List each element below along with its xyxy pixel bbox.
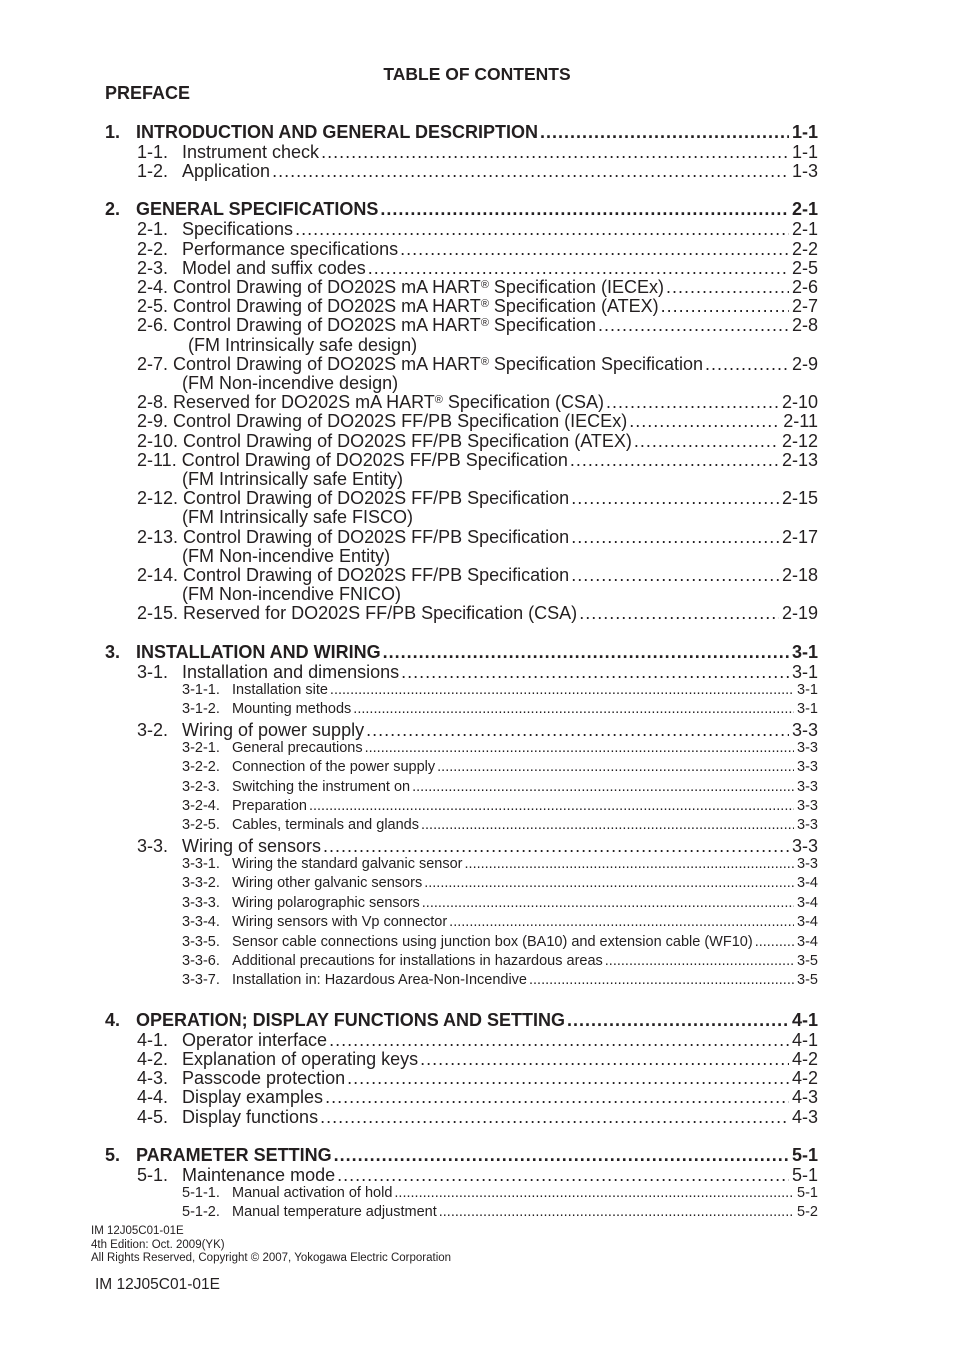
dot-leader [330,682,794,699]
subsection-entry-title: Installation site [232,681,328,698]
section-entry-title: 2-10. Control Drawing of DO202S FF/PB Specification (ATEX) [137,430,632,451]
section-entry-continuation: (FM Intrinsically safe FISCO) [182,507,414,528]
dot-leader [383,642,789,662]
section-entry-title: 2-4. Control Drawing of DO202S mA HART® Specification (IECEx) [137,277,664,297]
subsection-entry-title: Wiring other galvanic sensors [232,875,423,892]
subsection-entry-page: 3-3 [797,856,818,872]
dot-leader [449,914,794,931]
subsection-entry-number: 3-3-7. [182,972,220,989]
subsection-entry [182,798,818,815]
section-entry-continuation: (FM Intrinsically safe design) [188,334,418,355]
section-entry-title: Installation and dimensions [182,661,400,682]
subsection-entry-title: Manual temperature adjustment [232,1204,437,1221]
section-entry-title: Specifications [182,219,294,240]
chapter-entry-page: 2-1 [791,199,818,220]
section-entry-number: 1-2. [137,161,169,182]
section-entry-title: 2-9. Control Drawing of DO202S FF/PB Specification (IECEx) [137,411,628,432]
section-entry-number: 3-1. [137,661,169,682]
section-entry-number: 4-1. [137,1029,169,1050]
section-entry-title: Wiring of sensors [182,835,322,856]
dot-leader [529,972,794,989]
dot-leader [634,431,779,451]
section-entry-number: 4-2. [137,1049,169,1069]
dot-leader [401,662,789,682]
subsection-entry [182,1185,818,1202]
subsection-entry-title: Switching the instrument on [232,778,411,795]
footer-edition: 4th Edition: Oct. 2009(YK) [91,1238,225,1251]
section-entry-page: 2-18 [781,565,818,585]
section-entry-number: 4-3. [137,1068,169,1089]
section-entry-title: Display examples [182,1087,324,1108]
section-entry-page: 4-1 [791,1029,818,1050]
dot-leader [424,875,794,892]
dot-leader [412,779,794,796]
section-entry [137,239,818,259]
subsection-entry-title: Installation in: Hazardous Area-Non-Incendive [232,972,527,989]
chapter-entry [105,1145,818,1165]
section-entry [137,1068,818,1088]
subsection-entry [182,817,818,834]
section-entry-page: 1-3 [791,161,818,182]
subsection-entry [182,682,818,699]
subsection-entry-number: 5-1-1. [182,1185,220,1201]
section-entry-page: 4-3 [791,1087,818,1108]
chapter-entry-number: 1. [105,122,121,142]
subsection-entry [182,895,818,912]
section-entry [137,142,818,162]
section-entry-number: 4-4. [137,1087,169,1108]
section-entry-page: 2-5 [791,257,818,278]
subsection-entry-title: Manual activation of hold [232,1185,393,1201]
section-entry-page: 2-7 [791,296,818,317]
subsection-entry-page: 3-3 [797,739,818,756]
dot-leader [571,565,779,585]
section-entry [137,1087,818,1107]
chapter-entry-title: INTRODUCTION AND GENERAL DESCRIPTION [136,122,539,142]
section-entry-page: 3-3 [791,835,818,856]
section-entry-page: 2-8 [791,315,818,336]
subsection-entry-number: 3-2-2. [182,759,220,776]
section-entry-page: 2-2 [791,238,818,259]
section-entry [137,219,818,239]
subsection-entry-number: 3-3-2. [182,875,220,892]
section-entry [137,296,818,316]
subsection-entry-page: 3-5 [797,972,818,989]
section-entry [137,488,818,508]
section-entry [137,565,818,585]
section-entry-page: 1-1 [791,142,818,162]
subsection-entry [182,914,818,931]
subsection-entry-page: 3-1 [797,681,818,698]
subsection-entry-page: 3-5 [797,953,818,969]
subsection-entry-number: 3-2-4. [182,798,220,814]
section-entry-page: 4-3 [791,1106,818,1127]
section-entry-continuation: (FM Non-incendive FNICO) [182,584,402,605]
subsection-entry-number: 3-3-3. [182,894,220,911]
section-entry-page: 4-2 [791,1049,818,1069]
chapter-entry-number: 5. [105,1144,121,1165]
section-entry-title: Display functions [182,1106,319,1127]
dot-leader [323,836,789,856]
dot-leader [629,411,780,431]
dot-leader [540,122,789,142]
section-entry-page: 4-2 [791,1068,818,1089]
section-entry-title: 2-7. Control Drawing of DO202S mA HART® Specification Specification [137,353,704,374]
subsection-entry-number: 3-3-6. [182,953,220,969]
subsection-entry-number: 3-3-1. [182,856,220,872]
section-entry-page: 2-6 [791,277,818,297]
dot-leader [421,817,794,834]
subsection-entry [182,856,818,873]
section-entry-page: 2-10 [781,392,818,413]
subsection-entry-number: 3-3-5. [182,933,220,950]
chapter-entry [105,1010,818,1030]
section-entry-page: 2-12 [781,430,818,451]
section-entry-number: 2-3. [137,257,169,278]
chapter-entry-title: GENERAL SPECIFICATIONS [136,199,379,220]
section-entry [137,662,818,682]
section-entry-page: 2-1 [791,219,818,240]
subsection-entry-title: Preparation [232,798,307,814]
subsection-entry-number: 3-1-1. [182,681,220,698]
section-entry-title: Model and suffix codes [182,257,366,278]
dot-leader [439,1204,794,1221]
subsection-entry [182,759,818,776]
section-entry [137,1107,818,1127]
section-entry [137,527,818,547]
section-entry [137,431,818,451]
subsection-entry [182,701,818,718]
subsection-entry-page: 3-3 [797,798,818,814]
section-entry [137,450,818,470]
subsection-entry-title: Cables, terminals and glands [232,817,419,834]
chapter-entry-page: 4-1 [791,1009,818,1030]
section-entry-number: 5-1. [137,1164,169,1185]
subsection-entry-page: 3-3 [797,817,818,834]
section-entry-title: 2-14. Control Drawing of DO202S FF/PB Specification [137,565,570,585]
dot-leader [420,1049,789,1069]
dot-leader [567,1010,789,1030]
dot-leader [337,1165,789,1185]
section-entry-continuation: (FM Non-incendive Entity) [182,545,391,566]
section-entry-page: 2-15 [781,488,818,509]
preface-heading: PREFACE [105,83,191,103]
section-entry-number: 2-1. [137,219,169,240]
section-entry-title: Maintenance mode [182,1164,336,1185]
dot-leader [661,296,789,316]
dot-leader [666,277,789,297]
dot-leader [605,953,794,970]
subsection-entry-number: 3-3-4. [182,914,220,931]
subsection-entry-number: 3-2-1. [182,739,220,756]
section-entry [137,392,818,412]
subsection-entry-page: 3-3 [797,759,818,776]
section-entry-number: 3-3. [137,835,169,856]
dot-leader [347,1068,789,1088]
section-entry-title: 2-13. Control Drawing of DO202S FF/PB Specification [137,526,570,547]
section-entry-title: 2-11. Control Drawing of DO202S FF/PB Specification [137,449,568,470]
chapter-entry-page: 3-1 [791,641,818,662]
dot-leader [325,1087,789,1107]
dot-leader [598,315,789,335]
subsection-entry-number: 5-1-2. [182,1204,220,1221]
section-entry [137,411,818,431]
subsection-entry-number: 3-2-5. [182,817,220,834]
dot-leader [320,1107,789,1127]
chapter-entry [105,199,818,219]
dot-leader [437,759,794,776]
section-entry-page: 3-3 [791,719,818,740]
section-entry-title: 2-5. Control Drawing of DO202S mA HART® Specification (ATEX) [137,296,659,317]
chapter-entry-title: OPERATION; DISPLAY FUNCTIONS AND SETTING [136,1009,566,1030]
dot-leader [400,239,789,259]
document-id: IM 12J05C01-01E [95,1276,220,1293]
dot-leader [579,603,779,623]
section-entry-number: 1-1. [137,142,169,162]
dot-leader [571,488,779,508]
chapter-entry [105,122,818,142]
section-entry-title: Performance specifications [182,238,399,259]
chapter-entry-number: 3. [105,641,121,662]
dot-leader [570,450,779,470]
subsection-entry-title: Wiring polarographic sensors [232,894,420,911]
section-entry [137,720,818,740]
dot-leader [365,740,794,757]
dot-leader [309,798,794,815]
section-entry-title: Operator interface [182,1029,328,1050]
section-entry-continuation: (FM Non-incendive design) [182,373,399,393]
section-entry-page: 2-11 [783,411,818,432]
section-entry-title: Wiring of power supply [182,719,365,740]
subsection-entry [182,1204,818,1221]
chapter-entry-title: INSTALLATION AND WIRING [136,641,381,662]
chapter-entry [105,642,818,662]
dot-leader [368,258,789,278]
chapter-entry-page: 5-1 [791,1144,818,1165]
subsection-entry-title: Wiring sensors with Vp connector [232,914,448,931]
subsection-entry [182,779,818,796]
page-title: TABLE OF CONTENTS [383,64,571,84]
footer [91,1225,451,1266]
footer-copyright: All Rights Reserved, Copyright © 2007, Yokogawa Electric Corporation [91,1252,452,1264]
subsection-entry-title: General precautions [232,739,363,756]
section-entry [137,603,818,623]
section-entry-title: Instrument check [182,142,320,162]
dot-leader [334,1145,789,1165]
subsection-entry [182,953,818,970]
dot-leader [422,895,794,912]
subsection-entry [182,972,818,989]
section-entry-title: 2-12. Control Drawing of DO202S FF/PB Specification [137,488,570,509]
subsection-entry-page: 3-4 [797,894,818,911]
subsection-entry-page: 5-1 [797,1185,818,1201]
subsection-entry [182,875,818,892]
section-entry [137,836,818,856]
dot-leader [295,219,789,239]
section-entry-number: 4-5. [137,1106,169,1127]
chapter-entry-number: 2. [105,199,121,220]
subsection-entry-number: 3-1-2. [182,701,220,718]
dot-leader [394,1185,794,1202]
section-entry [137,161,818,181]
dot-leader [353,701,794,718]
subsection-entry-title: Mounting methods [232,701,352,718]
section-entry-number: 2-2. [137,238,169,259]
dot-leader [380,199,789,219]
dot-leader [465,856,795,873]
subsection-entry-page: 3-4 [797,875,818,892]
section-entry-title: Passcode protection [182,1068,346,1089]
dot-leader [321,142,789,162]
chapter-entry-number: 4. [105,1009,121,1030]
section-entry-title: 2-8. Reserved for DO202S mA HART® Specification (CSA) [137,392,604,413]
dot-leader [272,161,789,181]
section-entry-title: Application [182,161,271,182]
section-entry-page: 2-9 [791,353,818,374]
section-entry-page: 2-13 [781,449,818,470]
section-entry-page: 2-19 [781,603,818,624]
chapter-entry-title: PARAMETER SETTING [136,1144,332,1165]
subsection-entry-page: 3-3 [797,778,818,795]
section-entry-title: 2-6. Control Drawing of DO202S mA HART® Specification [137,315,596,336]
section-entry-page: 5-1 [791,1164,818,1185]
dot-leader [329,1030,789,1050]
section-entry-title: 2-15. Reserved for DO202S FF/PB Specification (CSA) [137,603,578,624]
section-entry [137,277,818,297]
section-entry [137,354,818,374]
subsection-entry-title: Additional precautions for installations in hazardous areas [232,953,603,969]
dot-leader [705,354,789,374]
subsection-entry-page: 3-1 [797,701,818,718]
section-entry-page: 2-17 [781,526,818,547]
section-entry-number: 3-2. [137,719,169,740]
subsection-entry-title: Sensor cable connections using junction box (BA10) and extension cable (WF10) [232,933,753,950]
section-entry [137,258,818,278]
section-entry [137,1049,818,1069]
subsection-entry-page: 3-4 [797,914,818,931]
subsection-entry-title: Wiring the standard galvanic sensor [232,856,463,872]
dot-leader [606,392,779,412]
subsection-entry [182,934,818,951]
dot-leader [571,527,779,547]
section-entry [137,315,818,335]
chapter-entry-page: 1-1 [791,122,818,142]
subsection-entry-page: 3-4 [797,933,818,950]
footer-doc-number: IM 12J05C01-01E [91,1225,184,1237]
subsection-entry-page: 5-2 [797,1204,818,1221]
subsection-entry-title: Connection of the power supply [232,759,436,776]
dot-leader [755,934,794,951]
section-entry-title: Explanation of operating keys [182,1049,419,1069]
section-entry-continuation: (FM Intrinsically safe Entity) [182,469,404,489]
section-entry [137,1165,818,1185]
subsection-entry-number: 3-2-3. [182,778,220,795]
section-entry [137,1030,818,1050]
dot-leader [366,720,789,740]
subsection-entry [182,740,818,757]
section-entry-page: 3-1 [791,661,818,682]
